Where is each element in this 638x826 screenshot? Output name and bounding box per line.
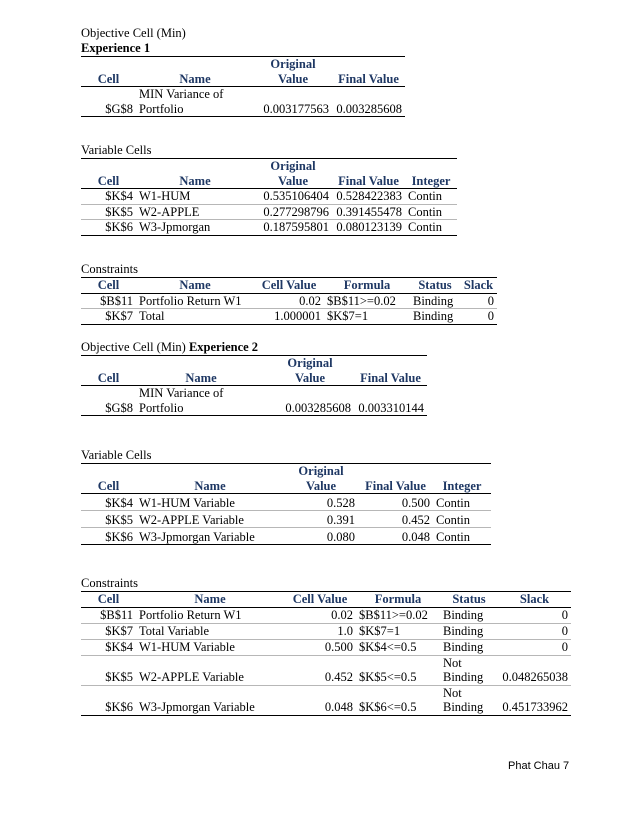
constraints-table: Cell Name Cell Value Formula Status Slack $B$11 Portfolio Return W1 0.02 $B$11>=0.02 Binding 0 $K$7 Total Variable 1.0 $K$7=1 Binding 0 $K$4 W1-HUM Variable 0.500 $K$4<=0.5 Binding 0 $K$5 W2-APPLE Variable 0.452 $K$5<=0.5 Not Binding 0.048265038 $K$6 W3-Jpmorgan Variable 0.048 $K$6<=0.5 Not Binding 0.451733962 — [81, 591, 571, 716]
table-row: $K$6 W3-Jpmorgan Variable 0.080 0.048 Contin — [81, 528, 491, 545]
table-row: $K$4 W1-HUM Variable 0.500 $K$4<=0.5 Binding 0 — [81, 639, 571, 655]
col-final-header: Final Value — [338, 71, 399, 86]
objective-cell-table — [81, 56, 405, 117]
variable-cells-exp1-section — [81, 143, 457, 236]
col-cell-header: Cell — [97, 71, 120, 86]
table-row: $K$6 W3-Jpmorgan Variable 0.048 $K$6<=0.5 Not Binding 0.451733962 — [81, 685, 571, 715]
variable-cells-table: Cell Name Original Value Final Value Integer $K$4 W1-HUM Variable 0.528 0.500 Contin $K$5 W2-APPLE Variable 0.391 0.452 Contin $K$6 W3-Jpmorgan Variable 0.080 0.048 Contin — [81, 463, 491, 545]
table-row: $G$8 MIN Variance of Portfolio 0.003285608 0.003310144 — [81, 386, 427, 416]
constraints-exp1-section — [81, 262, 497, 325]
col-name-header: Name — [179, 71, 211, 86]
objective-cell-table: Cell Name Original Value Final Value $G$8 MIN Variance of Portfolio 0.003285608 0.003310144 — [81, 355, 427, 416]
objective-cell-exp1-section — [81, 26, 405, 117]
table-row: $B$11 Portfolio Return W1 0.02 $B$11>=0.02 Binding 0 — [81, 607, 571, 623]
table-row: $K$7 Total Variable 1.0 $K$7=1 Binding 0 — [81, 623, 571, 639]
variable-cells-title: Variable Cells — [81, 143, 152, 157]
table-row: $K$4 W1-HUM Variable 0.528 0.500 Contin — [81, 494, 491, 511]
variable-cells-table: Cell Name Original Value Final Value Integer $K$4 W1-HUM 0.535106404 0.528422383 Contin $K$5 W2-APPLE 0.277298796 0.391455478 Contin $K$6 W3-Jpmorgan 0.187595801 0.080123139 Contin — [81, 158, 457, 236]
table-row: $K$6 W3-Jpmorgan 0.187595801 0.080123139 Contin — [81, 220, 457, 236]
variable-cells-title: Variable Cells — [81, 448, 152, 462]
page-footer: Phat Chau 7 — [508, 760, 570, 772]
constraints-title: Constraints — [81, 576, 138, 590]
table-row: $K$5 W2-APPLE 0.277298796 0.391455478 Contin — [81, 204, 457, 220]
experience-1-title: Experience 1 — [81, 41, 151, 55]
objective-cell-title: Objective Cell (Min) — [81, 26, 186, 40]
table-row: $K$4 W1-HUM 0.535106404 0.528422383 Contin — [81, 189, 457, 205]
constraints-title: Constraints — [81, 262, 138, 276]
table-row: $K$5 W2-APPLE Variable 0.391 0.452 Contin — [81, 511, 491, 528]
table-row: $G$8 MIN Variance of Portfolio 0.003177563 0.003285608 — [81, 87, 405, 117]
variable-cells-exp2-section — [81, 448, 491, 545]
table-row: $K$5 W2-APPLE Variable 0.452 $K$5<=0.5 Not Binding 0.048265038 — [81, 655, 571, 685]
table-row: $B$11 Portfolio Return W1 0.02 $B$11>=0.02 Binding 0 — [81, 293, 497, 309]
objective-cell-title: Objective Cell (Min) Experience 2 — [81, 340, 259, 354]
constraints-table: Cell Name Cell Value Formula Status Slack $B$11 Portfolio Return W1 0.02 $B$11>=0.02 Binding 0 $K$7 Total 1.000001 $K$7=1 Binding 0 — [81, 277, 497, 325]
col-original-header: Original Value — [270, 57, 316, 86]
constraints-exp2-section — [81, 576, 571, 716]
experience-2-title: Experience 2 — [188, 340, 259, 354]
objective-cell-exp2-section — [81, 340, 427, 416]
table-row: $K$7 Total 1.000001 $K$7=1 Binding 0 — [81, 309, 497, 325]
